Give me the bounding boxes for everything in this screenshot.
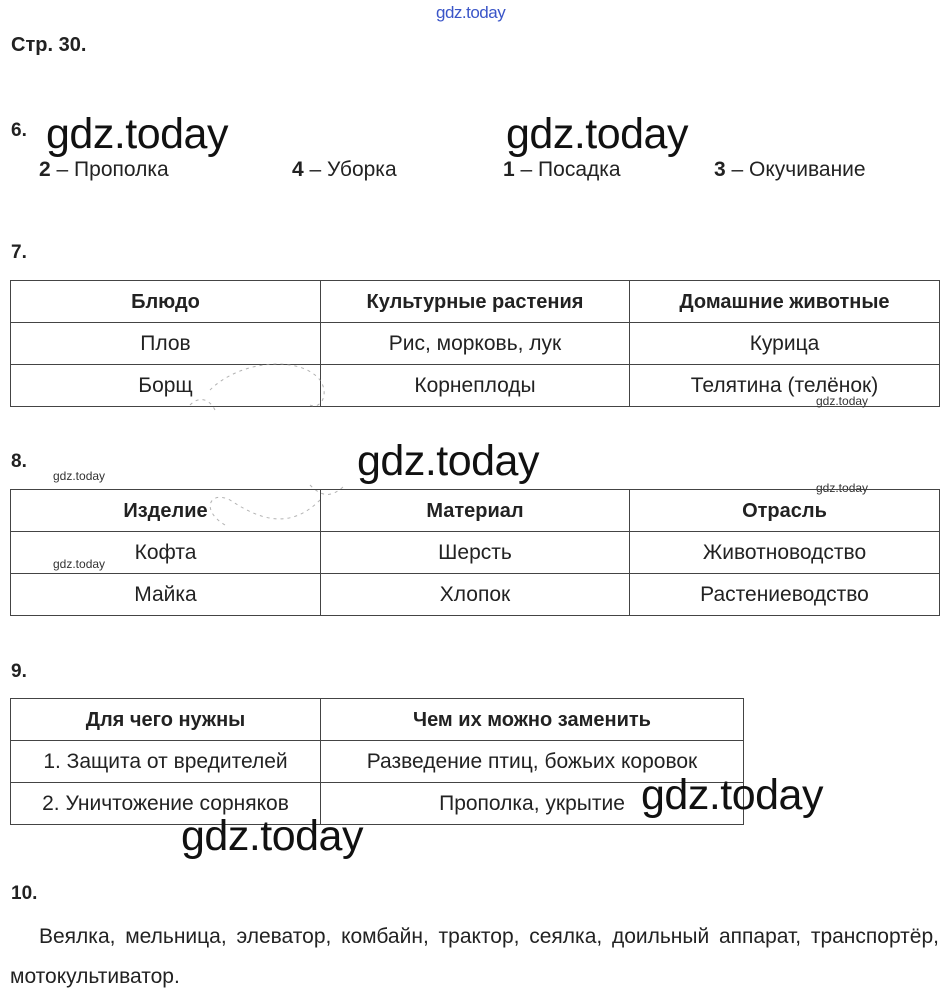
- step-number: 1: [503, 158, 515, 181]
- table-cell: Борщ: [11, 365, 321, 407]
- watermark: gdz.today: [46, 110, 228, 158]
- task-6-step: [39, 158, 169, 182]
- table-header-cell: Домашние животные: [630, 281, 940, 323]
- table-cell: Прополка, укрытие: [321, 783, 744, 825]
- task-7-number: 7.: [11, 242, 27, 263]
- step-label: Окучивание: [749, 158, 866, 181]
- small-watermark: gdz.today: [53, 469, 106, 483]
- top-watermark: gdz.today: [436, 3, 506, 22]
- table-cell: Шерсть: [321, 532, 630, 574]
- table-header-cell: Для чего нужны: [11, 699, 321, 741]
- task-6-step: [503, 158, 621, 182]
- table-header-cell: Материал: [321, 490, 630, 532]
- table-header-row: [11, 699, 744, 741]
- table-header-cell: Культурные растения: [321, 281, 630, 323]
- table-cell: 1. Защита от вредителей: [11, 741, 321, 783]
- table-header-row: [11, 490, 940, 532]
- small-watermark: gdz.today: [816, 481, 869, 495]
- table-cell: Кофта: [11, 532, 321, 574]
- table-cell: Рис, морковь, лук: [321, 323, 630, 365]
- table-cell: Животноводство: [630, 532, 940, 574]
- watermark: gdz.today: [641, 771, 823, 819]
- step-number: 2: [39, 158, 51, 181]
- small-watermark: gdz.today: [816, 394, 869, 408]
- watermark: gdz.today: [506, 110, 688, 158]
- task-6-step: [292, 158, 397, 182]
- table-cell: Растениеводство: [630, 574, 940, 616]
- table-row: [11, 574, 940, 616]
- table-header-cell: Изделие: [11, 490, 321, 532]
- table-cell: Разведение птиц, божьих коровок: [321, 741, 744, 783]
- watermark: gdz.today: [181, 812, 363, 860]
- table-header-cell: Блюдо: [11, 281, 321, 323]
- table-row: [11, 365, 940, 407]
- step-label: Прополка: [74, 158, 169, 181]
- page-title: Стр. 30.: [11, 34, 87, 56]
- table-cell: Хлопок: [321, 574, 630, 616]
- table-cell: Майка: [11, 574, 321, 616]
- table-cell: Телятина (телёнок): [630, 365, 940, 407]
- step-dash: –: [50, 158, 75, 181]
- step-dash: –: [514, 158, 539, 181]
- task-8-table: [10, 489, 940, 616]
- table-row: [11, 741, 744, 783]
- task-7-table: [10, 280, 940, 407]
- table-row: [11, 783, 744, 825]
- step-dash: –: [725, 158, 750, 181]
- step-dash: –: [303, 158, 328, 181]
- task-6-step: [714, 158, 866, 182]
- task-10-number: 10.: [11, 883, 38, 904]
- step-label: Уборка: [327, 158, 397, 181]
- task-9-number: 9.: [11, 661, 27, 682]
- small-watermark: gdz.today: [53, 557, 106, 571]
- table-cell: Курица: [630, 323, 940, 365]
- task-9-table: [10, 698, 744, 825]
- table-row: [11, 532, 940, 574]
- step-label: Посадка: [538, 158, 621, 181]
- task-6-number: 6.: [11, 120, 27, 141]
- task-10-answer: Веялка, мельница, элеватор, комбайн, трактор, сеялка, доильный аппарат, транспортёр, мотокультиватор.: [10, 925, 939, 988]
- task-8-number: 8.: [11, 451, 27, 472]
- table-cell: Плов: [11, 323, 321, 365]
- step-number: 4: [292, 158, 304, 181]
- table-cell: 2. Уничтожение сорняков: [11, 783, 321, 825]
- watermark: gdz.today: [357, 437, 539, 485]
- table-header-cell: Отрасль: [630, 490, 940, 532]
- table-cell: Корнеплоды: [321, 365, 630, 407]
- table-row: [11, 323, 940, 365]
- table-header-row: [11, 281, 940, 323]
- step-number: 3: [714, 158, 726, 181]
- table-header-cell: Чем их можно заменить: [321, 699, 744, 741]
